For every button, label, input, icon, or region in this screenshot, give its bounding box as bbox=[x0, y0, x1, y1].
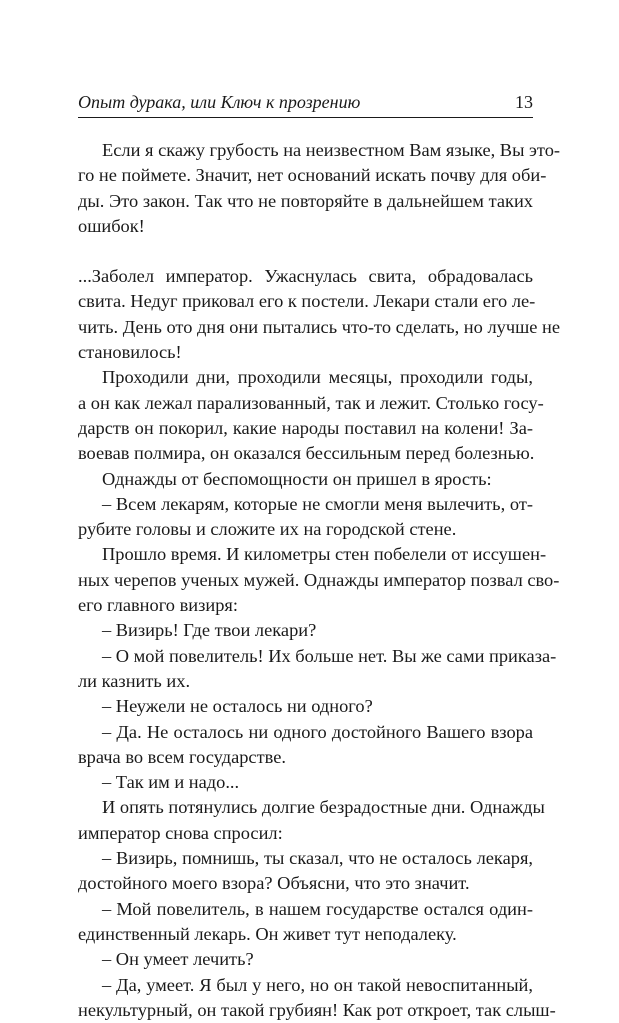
text-line: Однажды от беспомощности он пришел в ярость: bbox=[78, 467, 533, 492]
text-line: го не поймете. Значит, нет оснований искать почву для оби- bbox=[78, 163, 533, 188]
paragraph bbox=[78, 795, 533, 846]
text-line: врача во всем государстве. bbox=[78, 745, 533, 770]
text-line: единственный лекарь. Он живет тут неподалеку. bbox=[78, 922, 533, 947]
text-line: ды. Это закон. Так что не повторяйте в дальнейшем таких bbox=[78, 189, 533, 214]
text-line: император снова спросил: bbox=[78, 821, 533, 846]
text-line: – Неужели не осталось ни одного? bbox=[78, 694, 533, 719]
text-line: Прошло время. И километры стен побелели от иссушен- bbox=[78, 542, 533, 567]
text-line: чить. День ото дня они пытались что-то сделать, но лучше не bbox=[78, 315, 533, 340]
text-line: – Да. Не осталось ни одного достойного Вашего взора bbox=[78, 720, 533, 745]
text-line: Проходили дни, проходили месяцы, проходили годы, bbox=[78, 365, 533, 390]
paragraph bbox=[78, 644, 533, 695]
text-line: становилось! bbox=[78, 340, 533, 365]
text-line: а он как лежал парализованный, так и лежит. Столько госу- bbox=[78, 391, 533, 416]
paragraph bbox=[78, 618, 533, 643]
text-line: его главного визиря: bbox=[78, 593, 533, 618]
text-line: некультурный, он такой грубиян! Как рот откроет, так слыш- bbox=[78, 998, 533, 1023]
paragraph bbox=[78, 947, 533, 972]
text-line: ли казнить их. bbox=[78, 669, 533, 694]
text-line: – О мой повелитель! Их больше нет. Вы же сами приказа- bbox=[78, 644, 533, 669]
text-line: – Визирь! Где твои лекари? bbox=[78, 618, 533, 643]
text-line: – Так им и надо... bbox=[78, 770, 533, 795]
paragraph bbox=[78, 846, 533, 897]
paragraph bbox=[78, 897, 533, 948]
text-line: – Визирь, помнишь, ты сказал, что не осталось лекаря, bbox=[78, 846, 533, 871]
paragraph bbox=[78, 138, 533, 239]
text-line: И опять потянулись долгие безрадостные дни. Однажды bbox=[78, 795, 533, 820]
paragraph bbox=[78, 467, 533, 492]
text-line: – Да, умеет. Я был у него, но он такой невоспитанный, bbox=[78, 973, 533, 998]
text-line: воевав полмира, он оказался бессильным перед болезнью. bbox=[78, 441, 533, 466]
paragraph bbox=[78, 542, 533, 618]
text-line: ошибок! bbox=[78, 214, 533, 239]
paragraph bbox=[78, 264, 533, 365]
text-line: Если я скажу грубость на неизвестном Вам языке, Вы это- bbox=[78, 138, 533, 163]
body-text bbox=[78, 138, 533, 1023]
text-line: – Он умеет лечить? bbox=[78, 947, 533, 972]
paragraph bbox=[78, 770, 533, 795]
text-line: достойного моего взора? Объясни, что это значит. bbox=[78, 871, 533, 896]
text-line: – Всем лекарям, которые не смогли меня вылечить, от- bbox=[78, 492, 533, 517]
paragraph bbox=[78, 492, 533, 543]
header-rule bbox=[78, 117, 533, 118]
running-head bbox=[78, 92, 533, 116]
paragraph bbox=[78, 365, 533, 466]
text-line: ных черепов ученых мужей. Однажды император позвал сво- bbox=[78, 568, 533, 593]
text-line: свита. Недуг приковал его к постели. Лекари стали его ле- bbox=[78, 289, 533, 314]
paragraph bbox=[78, 973, 533, 1023]
paragraph bbox=[78, 694, 533, 719]
text-line: рубите головы и сложите их на городской стене. bbox=[78, 517, 533, 542]
page-number: 13 bbox=[515, 92, 533, 112]
text-line: ...Заболел император. Ужаснулась свита, обрадовалась bbox=[78, 264, 533, 289]
text-line: – Мой повелитель, в нашем государстве остался один- bbox=[78, 897, 533, 922]
running-title: Опыт дурака, или Ключ к прозрению bbox=[78, 92, 360, 112]
text-line: дарств он покорил, какие народы поставил на колени! За- bbox=[78, 416, 533, 441]
paragraph bbox=[78, 720, 533, 771]
paragraph-gap bbox=[78, 239, 533, 264]
